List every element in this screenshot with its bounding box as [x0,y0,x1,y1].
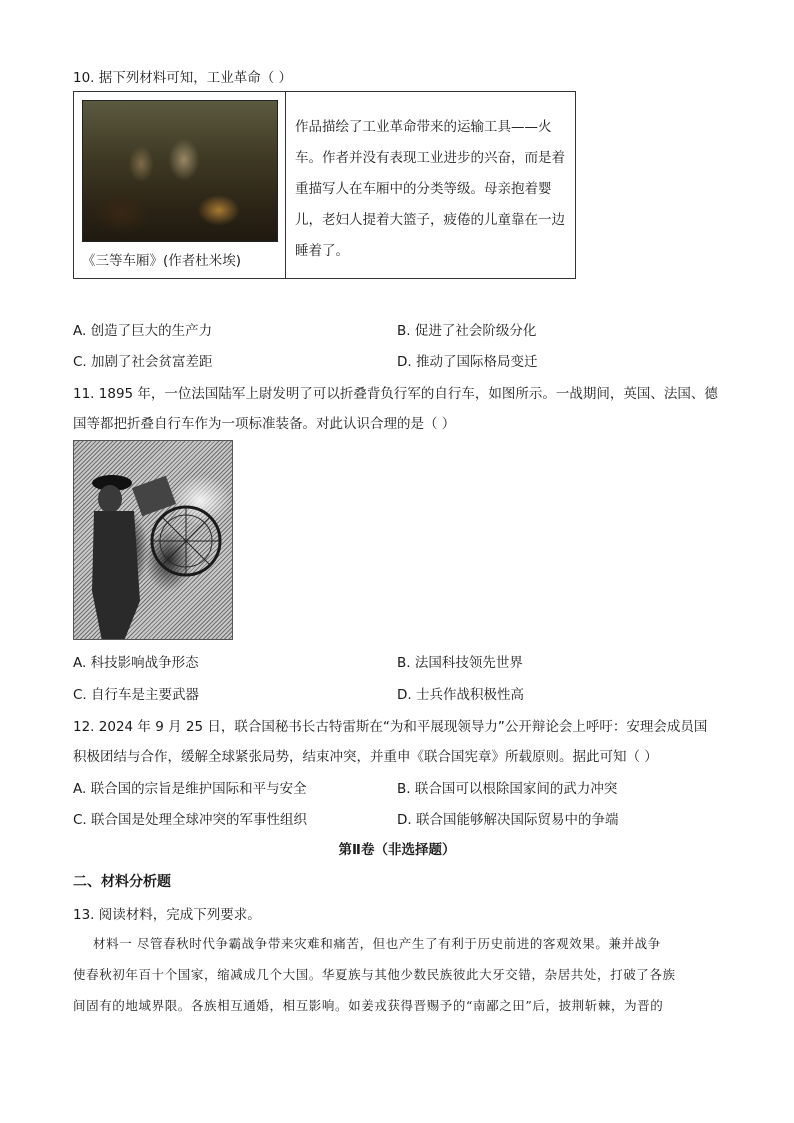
q10-option-d[interactable]: D. 推动了国际格局变迁 [397,354,538,370]
q11-stem-line1: 11. 1895 年，一位法国陆军上尉发明了可以折叠背负行军的自行车，如图所示。一战期间，英国、法国、德 [73,386,718,402]
q11-option-d[interactable]: D. 士兵作战积极性高 [397,687,524,703]
q11-stem-line2: 国等都把折叠自行车作为一项标准装备。对此认识合理的是（ ） [73,416,456,432]
q11-option-a[interactable]: A. 科技影响战争形态 [73,655,199,671]
q13-material-line1: 材料一 尽管春秋时代争霸战争带来灾难和痛苦，但也产生了有利于历史前进的客观效果。兼并战争 [93,936,661,951]
q11-option-b[interactable]: B. 法国科技领先世界 [397,655,523,671]
table-divider [285,92,286,278]
q12-stem-line2: 积极团结与合作，缓解全球紧张局势，结束冲突，并重申《联合国宪章》所载原则。据此可知（ ） [73,749,658,765]
third-class-carriage-painting [82,100,278,242]
q12-option-b[interactable]: B. 联合国可以根除国家间的武力冲突 [397,781,618,797]
q10-material-table [73,91,576,279]
painting-caption: 《三等车厢》(作者杜米埃) [82,253,242,269]
q13-stem: 13. 阅读材料，完成下列要求。 [73,907,261,923]
q10-option-a[interactable]: A. 创造了巨大的生产力 [73,323,213,339]
section-title: 二、材料分析题 [73,874,171,890]
q10-option-b[interactable]: B. 促进了社会阶级分化 [397,323,537,339]
part2-title: 第Ⅱ卷（非选择题） [338,842,456,858]
q12-option-a[interactable]: A. 联合国的宗旨是维护国际和平与安全 [73,781,307,797]
painting-description: 作品描绘了工业革命带来的运输工具——火车。作者并没有表现工业进步的兴奋，而是着重描写人在车厢中的分类等级。母亲抱着婴儿，老妇人提着大篮子，疲倦的儿童靠在一边睡着了。 [295,119,565,259]
q12-option-d[interactable]: D. 联合国能够解决国际贸易中的争端 [397,812,619,828]
q12-option-c[interactable]: C. 联合国是处理全球冲突的军事性组织 [73,812,308,828]
folding-bicycle-soldier-engraving [73,440,233,640]
q12-stem-line1: 12. 2024 年 9 月 25 日，联合国秘书长古特雷斯在“为和平展现领导力”公开辩论会上呼吁：安理会成员国 [73,719,708,735]
q11-option-c[interactable]: C. 自行车是主要武器 [73,687,200,703]
q13-material-line3: 间固有的地域界限。各族相互通婚，相互影响。如姜戎获得晋赐予的“南鄙之田”后，披荆斩棘，为晋的 [73,998,664,1013]
q10-option-c[interactable]: C. 加剧了社会贫富差距 [73,354,213,370]
q10-stem: 10. 据下列材料可知，工业革命（ ） [73,70,293,86]
q13-material-line2: 使春秋初年百十个国家，缩减成几个大国。华夏族与其他少数民族彼此大牙交错，杂居共处，打破了各族 [73,967,676,982]
